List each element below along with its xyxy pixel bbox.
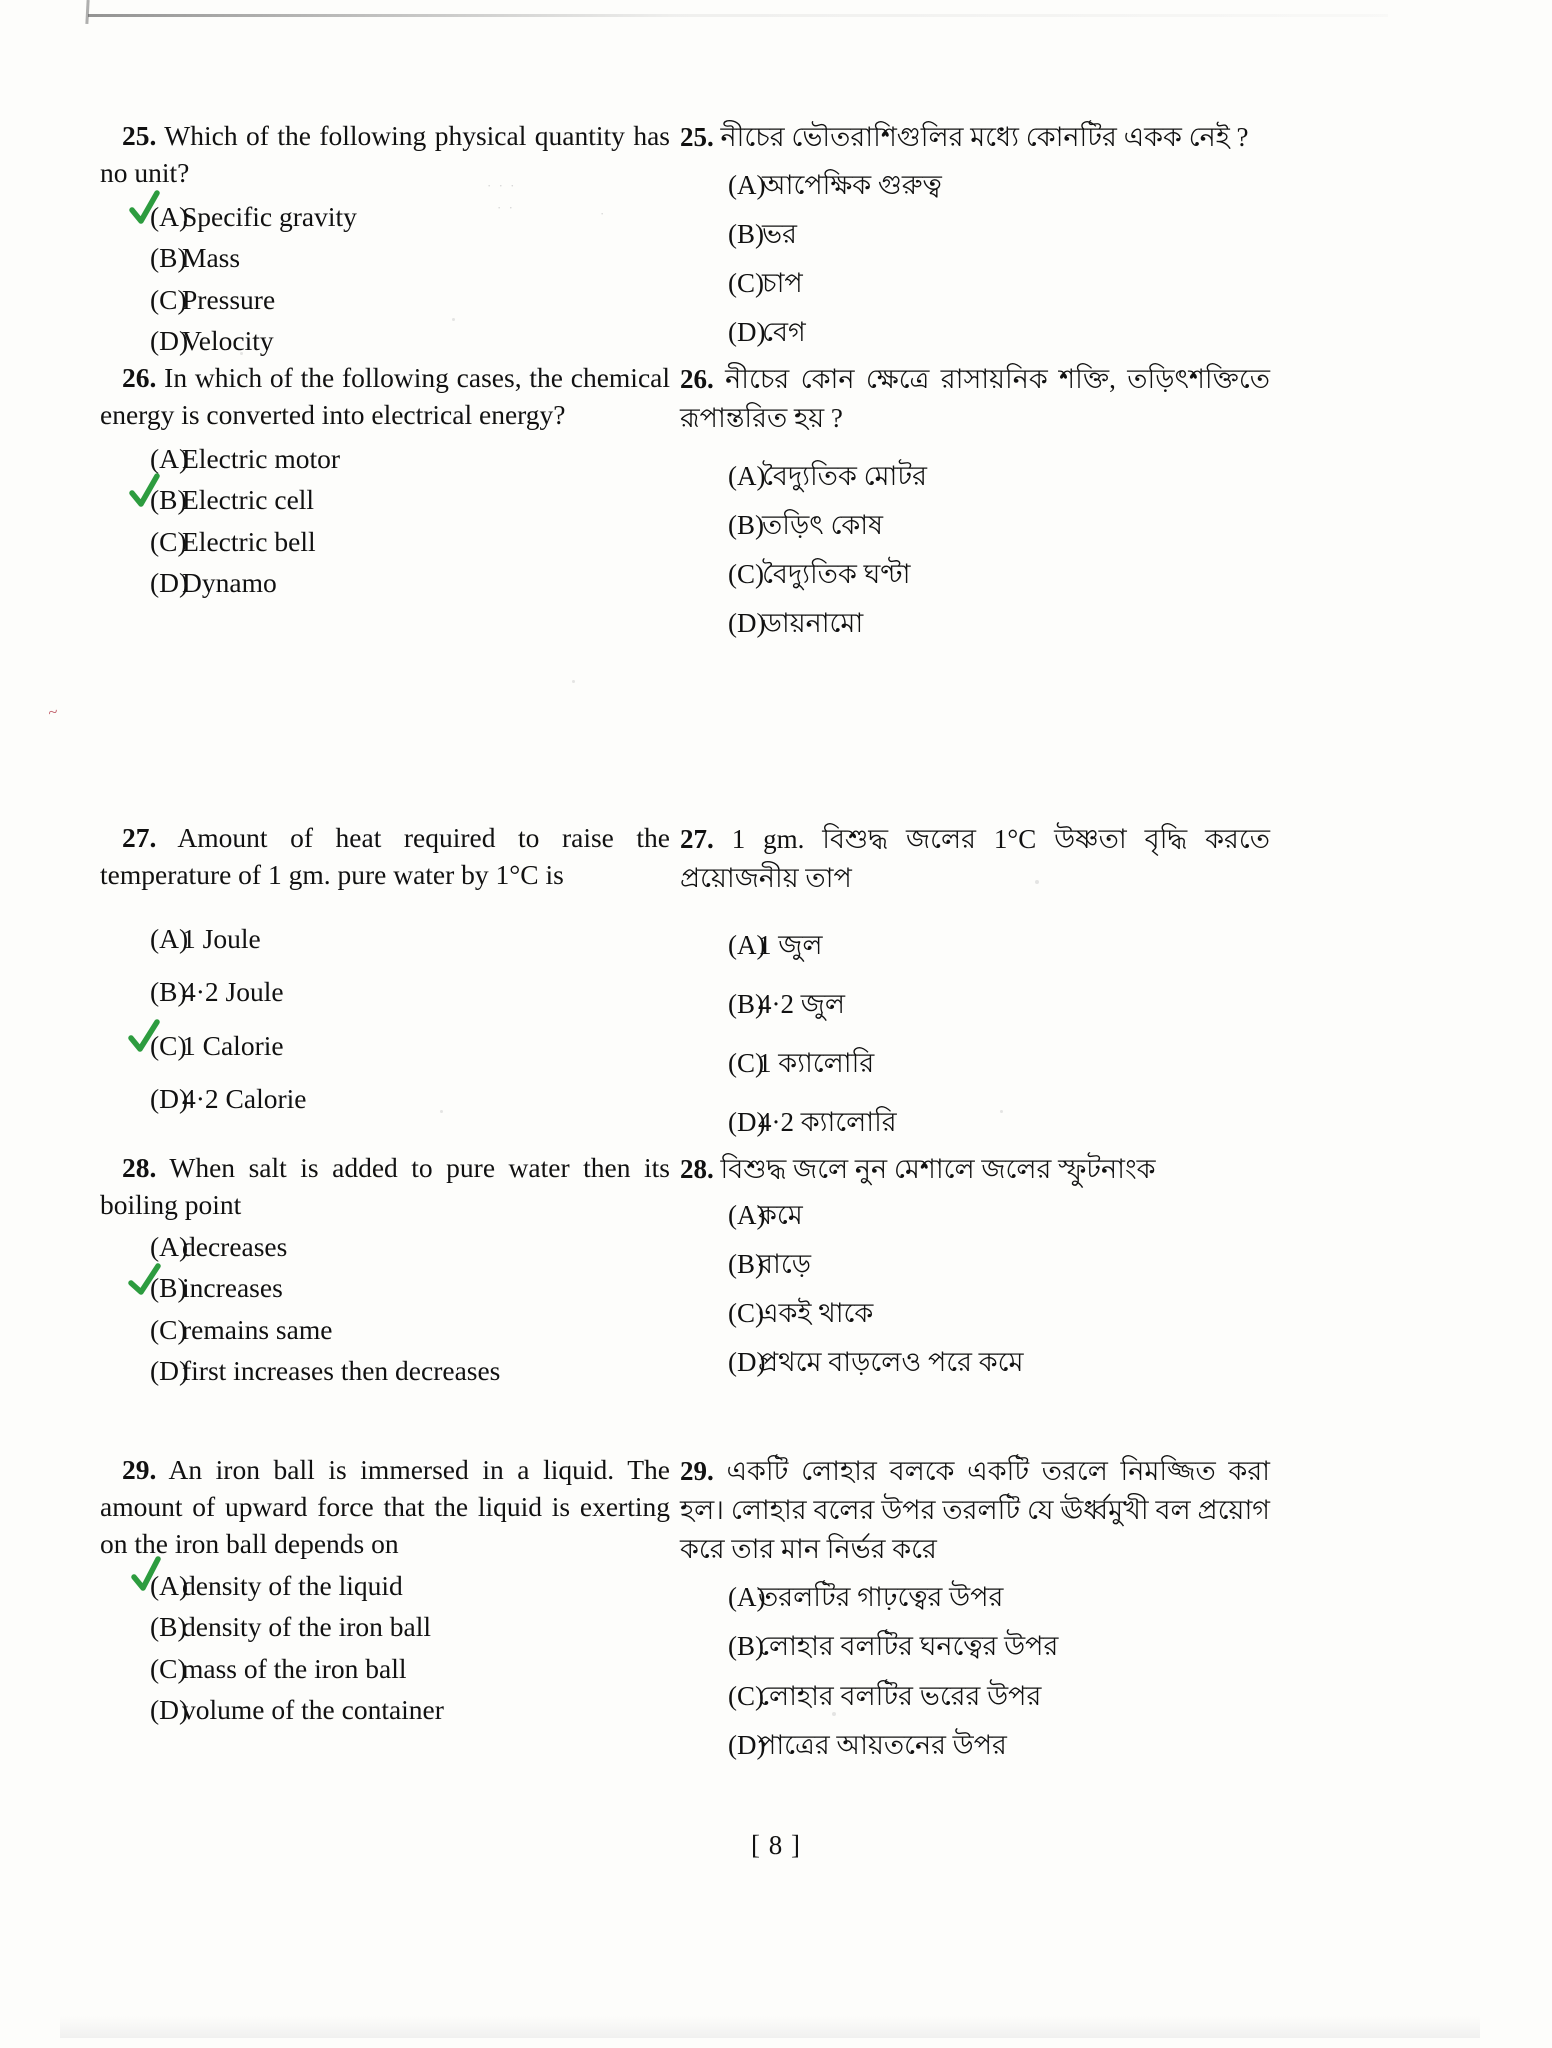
option-29-bn-d[interactable] — [680, 1721, 1270, 1770]
option-label: (D) — [150, 1355, 189, 1387]
option-label: (D) — [728, 608, 766, 639]
question-25-english — [100, 118, 680, 362]
option-text: mass of the iron ball — [182, 1652, 407, 1684]
option-text: Velocity — [182, 325, 274, 357]
option-text: 1 Joule — [182, 922, 261, 954]
scan-margin-mark: ~ — [46, 701, 60, 723]
option-label: (C) — [728, 268, 764, 299]
option-28-en-b[interactable] — [100, 1267, 670, 1309]
question-28-options-en — [100, 1226, 670, 1392]
option-text: চাপ — [762, 268, 803, 299]
page-number: [ 8 ] — [751, 1830, 801, 1860]
option-label: (C) — [728, 1298, 764, 1329]
option-27-bn-a[interactable] — [680, 916, 1270, 975]
option-text: বেগ — [762, 317, 806, 348]
option-label: (B) — [150, 976, 187, 1008]
question-29-options-bn — [680, 1573, 1270, 1769]
option-text: লোহার বলটির ভরের উপর — [758, 1680, 1042, 1711]
question-29-number-bn: 29. — [680, 1456, 714, 1486]
option-28-bn-a[interactable] — [680, 1191, 1270, 1240]
option-label: (C) — [150, 1652, 187, 1684]
question-27-text-en — [100, 820, 670, 894]
option-label: (A) — [728, 1582, 766, 1613]
question-27-number-en: 27. — [122, 822, 157, 853]
option-28-bn-c[interactable] — [680, 1289, 1270, 1338]
option-text: Dynamo — [182, 567, 277, 599]
option-label: (A) — [150, 922, 189, 954]
scan-artifact: · · · — [487, 178, 517, 193]
question-28-bengali — [680, 1150, 1270, 1392]
question-29-text-bn — [680, 1452, 1270, 1569]
option-label: (A) — [728, 170, 766, 201]
option-text: Electric bell — [182, 525, 316, 557]
option-text: Mass — [182, 242, 241, 274]
option-text: বৈদ্যুতিক ঘণ্টা — [762, 559, 911, 590]
option-label: (D) — [150, 1694, 189, 1726]
question-27-body-bn: 1 gm. বিশুদ্ধ জলের 1°C উষ্ণতা বৃদ্ধি করতে প্রয়োজনীয় তাপ — [680, 824, 1271, 894]
option-25-bn-d[interactable] — [680, 308, 1270, 357]
question-27-options-en — [100, 912, 670, 1126]
option-label: (C) — [728, 559, 764, 590]
option-28-bn-b[interactable] — [680, 1240, 1270, 1289]
option-label: (A) — [150, 200, 189, 232]
option-label: (B) — [728, 510, 764, 541]
option-25-en-b[interactable] — [100, 237, 670, 279]
option-text: 4·2 জুল — [758, 989, 846, 1020]
question-25-text-en — [100, 118, 670, 192]
option-26-en-d[interactable] — [100, 562, 670, 604]
option-29-bn-b[interactable] — [680, 1622, 1270, 1671]
question-25-number-bn: 25. — [680, 122, 714, 152]
option-label: (A) — [150, 442, 189, 474]
question-25-bengali — [680, 118, 1270, 362]
option-label: (C) — [150, 1313, 187, 1345]
option-label: (A) — [728, 1200, 766, 1231]
question-27-english — [100, 820, 680, 1152]
question-25-text-bn — [680, 118, 1270, 157]
question-28-body-bn: বিশুদ্ধ জলে নুন মেশালে জলের স্ফুটনাংক — [720, 1154, 1156, 1184]
option-text: বৈদ্যুতিক মোটর — [762, 461, 927, 492]
option-label: (B) — [150, 242, 187, 274]
question-25-body-bn: নীচের ভৌতরাশিগুলির মধ্যে কোনটির একক নেই ? — [720, 122, 1249, 152]
option-27-en-d[interactable] — [100, 1072, 670, 1126]
question-28-text-en — [100, 1150, 670, 1224]
option-25-bn-a[interactable] — [680, 161, 1270, 210]
option-label: (B) — [728, 1249, 764, 1280]
option-27-bn-c[interactable] — [680, 1034, 1270, 1093]
question-27-options-bn — [680, 916, 1270, 1152]
option-29-en-b[interactable] — [100, 1606, 670, 1648]
question-28-body-en: When salt is added to pure water then its boiling point — [100, 1152, 670, 1220]
option-text: 1 জুল — [758, 930, 823, 961]
question-28-options-bn — [680, 1191, 1270, 1387]
option-25-en-c[interactable] — [100, 279, 670, 321]
option-text: 1 Calorie — [182, 1029, 284, 1061]
option-label: (B) — [150, 1272, 187, 1304]
question-block-29 — [100, 1452, 1450, 1770]
question-26-text-bn — [680, 360, 1270, 438]
question-26-options-bn — [680, 452, 1270, 648]
option-label: (B) — [728, 219, 764, 250]
option-label: (B) — [728, 989, 764, 1020]
option-27-en-a[interactable] — [100, 912, 670, 966]
option-label: (D) — [728, 1347, 766, 1378]
option-27-bn-b[interactable] — [680, 975, 1270, 1034]
question-block-26 — [100, 360, 1450, 648]
scan-artifact: · · — [497, 200, 515, 215]
option-text: Electric cell — [182, 484, 315, 516]
option-text: প্রথমে বাড়লেও পরে কমে — [758, 1347, 1024, 1378]
option-26-bn-a[interactable] — [680, 452, 1270, 501]
option-label: (C) — [728, 1680, 764, 1711]
question-29-body-en: An iron ball is immersed in a liquid. The amount of upward force that the liquid is exerting on the iron ball depends on — [100, 1454, 670, 1559]
option-25-bn-b[interactable] — [680, 210, 1270, 259]
option-label: (D) — [150, 325, 189, 357]
question-26-body-en: In which of the following cases, the chemical energy is converted into electrical energy? — [100, 362, 671, 430]
option-label: (C) — [150, 525, 187, 557]
option-26-bn-b[interactable] — [680, 501, 1270, 550]
option-26-en-c[interactable] — [100, 521, 670, 563]
option-text: decreases — [182, 1230, 288, 1262]
question-26-bengali — [680, 360, 1270, 648]
option-text: volume of the container — [182, 1694, 444, 1726]
option-29-bn-c[interactable] — [680, 1672, 1270, 1721]
question-27-number-bn: 27. — [680, 824, 714, 854]
option-text: কমে — [758, 1200, 803, 1231]
question-29-body-bn: একটি লোহার বলকে একটি তরলে নিমজ্জিত করা হল। লোহার বলের উপর তরলটি যে ঊর্ধ্বমুখী বল প্রয়োগ করে তার মান নির্ভর করে — [680, 1456, 1271, 1565]
question-28-english — [100, 1150, 680, 1392]
question-26-text-en — [100, 360, 670, 434]
question-28-text-bn — [680, 1150, 1270, 1189]
option-25-en-a[interactable] — [100, 196, 670, 238]
option-label: (C) — [728, 1048, 764, 1079]
question-26-body-bn: নীচের কোন ক্ষেত্রে রাসায়নিক শক্তি, তড়িৎশক্তিতে রূপান্তরিত হয় ? — [680, 364, 1270, 434]
option-text: 4·2 Calorie — [182, 1083, 307, 1115]
scan-artifact: · — [600, 206, 607, 221]
option-label: (A) — [728, 930, 766, 961]
question-25-number-en: 25. — [122, 120, 157, 151]
option-text: remains same — [182, 1313, 333, 1345]
question-26-number-bn: 26. — [680, 364, 714, 394]
option-label: (B) — [150, 484, 187, 516]
question-26-number-en: 26. — [122, 362, 157, 393]
option-26-en-b[interactable] — [100, 479, 670, 521]
option-text: first increases then decreases — [182, 1355, 501, 1387]
question-25-body-en: Which of the following physical quantity has no unit? — [100, 120, 670, 188]
option-29-en-c[interactable] — [100, 1648, 670, 1690]
option-29-en-d[interactable] — [100, 1689, 670, 1731]
option-text: আপেক্ষিক গুরুত্ব — [762, 170, 942, 201]
question-27-bengali — [680, 820, 1270, 1152]
question-29-bengali — [680, 1452, 1270, 1770]
question-29-number-en: 29. — [122, 1454, 157, 1485]
option-text: পাত্রের আয়তনের উপর — [758, 1729, 1007, 1760]
option-label: (C) — [150, 1029, 187, 1061]
option-label: (D) — [728, 1729, 766, 1760]
option-26-bn-c[interactable] — [680, 550, 1270, 599]
option-label: (D) — [150, 567, 189, 599]
question-26-english — [100, 360, 680, 648]
option-text: 1 ক্যালোরি — [758, 1048, 875, 1079]
option-28-en-a[interactable] — [100, 1226, 670, 1268]
option-label: (A) — [728, 461, 766, 492]
option-26-en-a[interactable] — [100, 438, 670, 480]
option-text: Electric motor — [182, 442, 341, 474]
option-text: 4·2 ক্যালোরি — [758, 1107, 897, 1138]
option-label: (D) — [150, 1083, 189, 1115]
option-28-en-d[interactable] — [100, 1350, 670, 1392]
question-28-number-en: 28. — [122, 1152, 157, 1183]
option-label: (C) — [150, 283, 187, 315]
option-25-en-d[interactable] — [100, 320, 670, 362]
option-27-en-b[interactable] — [100, 965, 670, 1019]
option-text: increases — [182, 1272, 283, 1304]
option-label: (A) — [150, 1569, 189, 1601]
option-text: Specific gravity — [182, 200, 357, 232]
option-text: ডায়নামো — [762, 608, 864, 639]
question-25-options-bn — [680, 161, 1270, 357]
option-text: ভর — [762, 219, 797, 250]
option-label: (B) — [150, 1611, 187, 1643]
question-block-27 — [100, 820, 1450, 1152]
option-26-bn-d[interactable] — [680, 599, 1270, 648]
question-28-number-bn: 28. — [680, 1154, 714, 1184]
option-text: তরলটির গাঢ়ত্বের উপর — [758, 1582, 1004, 1613]
question-block-28 — [100, 1150, 1450, 1392]
option-text: 4·2 Joule — [182, 976, 284, 1008]
option-text: density of the iron ball — [182, 1611, 431, 1643]
question-25-options-en — [100, 196, 670, 362]
question-27-body-en: Amount of heat required to raise the temperature of 1 gm. pure water by 1°C is — [100, 822, 670, 890]
option-text: একই থাকে — [758, 1298, 874, 1329]
option-text: লোহার বলটির ঘনত্বের উপর — [758, 1631, 1059, 1662]
option-text: density of the liquid — [182, 1569, 403, 1601]
option-27-en-c[interactable] — [100, 1019, 670, 1073]
option-text: Pressure — [182, 283, 276, 315]
option-28-bn-d[interactable] — [680, 1338, 1270, 1387]
option-label: (D) — [728, 1107, 766, 1138]
option-label: (D) — [728, 317, 766, 348]
option-label: (A) — [150, 1230, 189, 1262]
question-29-options-en — [100, 1565, 670, 1731]
question-26-options-en — [100, 438, 670, 604]
option-29-en-a[interactable] — [100, 1565, 670, 1607]
option-label: (B) — [728, 1631, 764, 1662]
option-29-bn-a[interactable] — [680, 1573, 1270, 1622]
question-29-text-en — [100, 1452, 670, 1563]
option-27-bn-d[interactable] — [680, 1093, 1270, 1152]
option-28-en-c[interactable] — [100, 1309, 670, 1351]
question-29-english — [100, 1452, 680, 1770]
option-25-bn-c[interactable] — [680, 259, 1270, 308]
option-text: বাড়ে — [758, 1249, 811, 1280]
option-text: তড়িৎ কোষ — [762, 510, 883, 541]
question-27-text-bn — [680, 820, 1270, 898]
question-block-25 — [100, 118, 1450, 362]
